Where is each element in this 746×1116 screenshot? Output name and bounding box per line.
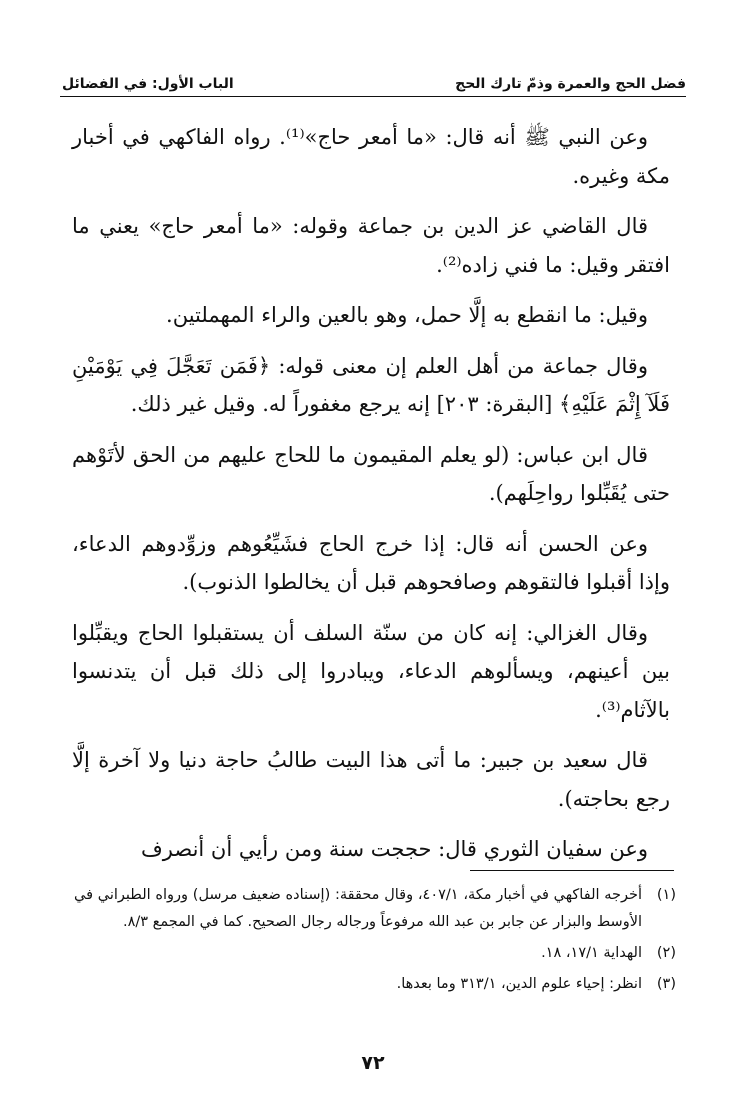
header-chapter-title: الباب الأول: في الفضائل: [62, 76, 234, 92]
main-text: [72, 118, 670, 881]
paragraph: وقال جماعة من أهل العلم إن معنى قوله: ﴿فَمَن تَعَجَّلَ فِي يَوْمَيْنِ فَلَآ إِثْمَ عَلَيْهِ﴾ [البقرة: ٢٠٣] إنه يرجع مغفوراً له. وقيل غير ذلك.: [72, 353, 670, 416]
footnote-number: (٣): [656, 976, 676, 992]
footnotes: [74, 882, 676, 1002]
header-divider: [60, 96, 686, 97]
footnote-text: انظر: إحياء علوم الدين، ٣١٣/١ وما بعدها.: [396, 976, 642, 992]
paragraph: وعن سفيان الثوري قال: حججت سنة ومن رأيي أن أنصرف: [141, 837, 648, 861]
paragraph: وقيل: ما انقطع به إلَّا حمل، وهو بالعين والراء المهملتين.: [166, 303, 648, 327]
paragraph: قال سعيد بن جبير: ما أتى هذا البيت طالبُ حاجة دنيا ولا آخرة إلَّا رجع بحاجته).: [72, 748, 670, 811]
footnote-number: (١): [656, 887, 676, 903]
paragraph: وقال الغزالي: إنه كان من سنّة السلف أن يستقبلوا الحاج ويقبِّلوا بين أعينهم، ويسألوهم الدعاء، ويبادروا إلى ذلك قبل أن يتدنسوا بالآثام⁽³⁾.: [72, 620, 670, 722]
paragraph: وعن الحسن أنه قال: إذا خرج الحاج فشَيِّعُوهم وزوِّدوهم الدعاء، وإذا أقبلوا فالتقوهم وصافحوهم قبل أن يخالطوا الذنوب).: [72, 531, 670, 594]
paragraph: قال ابن عباس: (لو يعلم المقيمون ما للحاج عليهم من الحق لأتَوْهم حتى يُقَبِّلوا رواحِلَهم).: [72, 442, 670, 505]
footnote-text: الهداية ١٧/١، ١٨.: [541, 945, 642, 961]
footnote-number: (٢): [656, 945, 676, 961]
footnote: [74, 882, 676, 936]
header-book-title: فضل الحج والعمرة وذمّ تارك الحج: [455, 76, 686, 92]
paragraph: قال القاضي عز الدين بن جماعة وقوله: «ما أمعر حاج» يعني ما افتقر وقيل: ما فني زاده⁽²⁾.: [72, 214, 670, 277]
running-header: [62, 62, 686, 92]
page-number: ٧٢: [361, 1052, 385, 1074]
footnote-text: أخرجه الفاكهي في أخبار مكة، ٤٠٧/١، وقال محققة: (إسناده ضعيف مرسل) ورواه الطبراني في الأوسط والبزار عن جابر بن عبد الله مرفوعاً ورجاله رجال الصحيح. كما في المجمع ٨/٣.: [74, 887, 642, 930]
footnote-divider: [470, 870, 674, 871]
footnote: [74, 971, 676, 998]
footnote: [74, 940, 676, 967]
paragraph: وعن النبي ﷺ أنه قال: «ما أمعر حاج»⁽¹⁾. رواه الفاكهي في أخبار مكة وغيره.: [72, 125, 670, 188]
